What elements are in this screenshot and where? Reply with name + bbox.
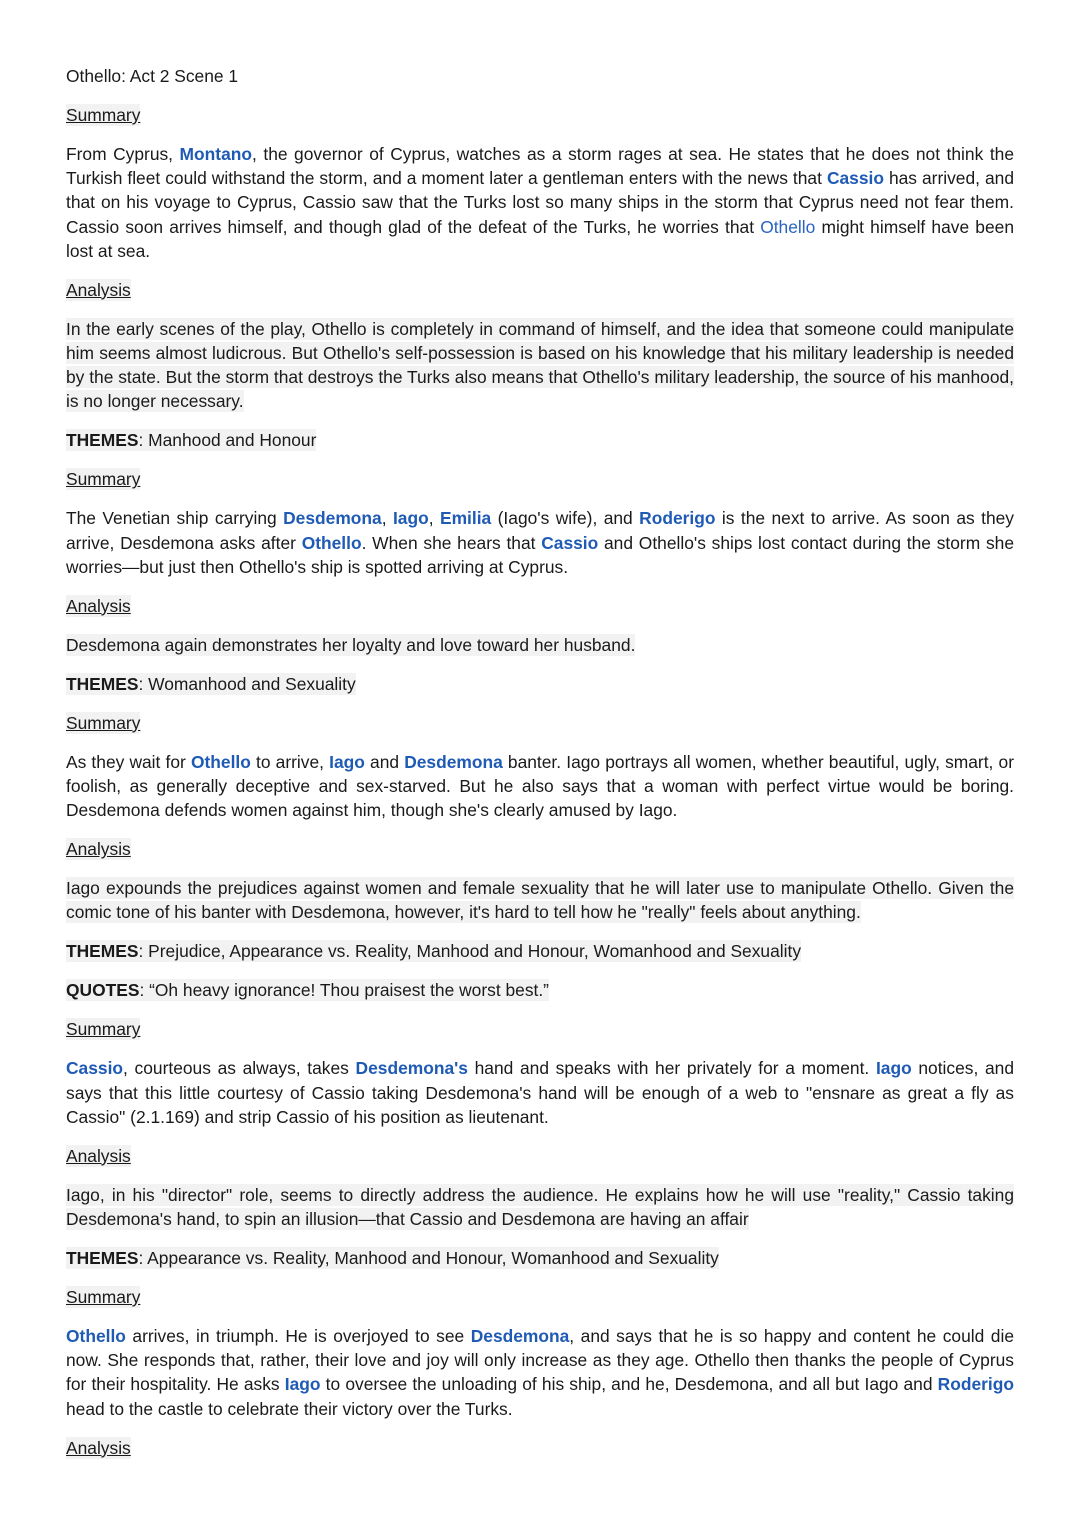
analysis-heading-text: Analysis <box>66 839 131 860</box>
summary-text: banter. Iago portrays all women, whether beautiful, ugly, smart, or foolish, as generally deceptive and sex-starved. But he also says that a woman with perfect virtue would be boring. Desdemona defends women against him, though she's clearly amused by Iago. <box>66 751 1014 821</box>
character-name: Desdemona <box>470 1326 570 1347</box>
analysis-text: In the early scenes of the play, Othello is completely in command of himself, and the idea that someone could manipulate him seems almost ludicrous. But Othello's self-possession is based on his knowledge that his military leadership is needed by the state. But the storm that destroys the Turks also means that Othello's military leadership, the source of his manhood, is no longer necessary. <box>66 318 1014 412</box>
character-name: Othello <box>66 1326 126 1347</box>
summary-heading <box>66 103 1014 127</box>
summary-heading-text: Summary <box>66 469 141 490</box>
themes-text: Appearance vs. Reality, Manhood and Honour, Womanhood and Sexuality <box>143 1248 719 1269</box>
analysis-heading <box>66 1436 1014 1460</box>
character-name: Desdemona <box>404 751 503 772</box>
quotes-colon: : <box>139 980 145 1001</box>
summary-text: is the next to arrive. As soon as they arrive, Desdemona asks after <box>66 508 1014 553</box>
analysis-text: Iago expounds the prejudices against women and female sexuality that he will later use to manipulate Othello. Given the comic tone of his banter with Desdemona, however, it's hard to tell how he "really" feels about anything. <box>66 878 1014 923</box>
summary-text: As they wait for <box>66 751 191 772</box>
summary-paragraph <box>66 1324 1014 1421</box>
summary-text: The Venetian ship carrying <box>66 508 284 529</box>
character-name: Desdemona <box>283 508 382 529</box>
summary-text: , the governor of Cyprus, watches as a storm rages at sea. He states that he does not think the Turkish fleet could withstand the storm, and a moment later a gentleman enters with the news that <box>66 144 1014 189</box>
character-name: Iago <box>875 1058 912 1079</box>
analysis-heading <box>66 594 1014 618</box>
summary-text: , courteous as always, takes <box>123 1058 356 1079</box>
summary-text: hand and speaks with her privately for a moment. <box>467 1058 876 1079</box>
summary-heading <box>66 467 1014 491</box>
summary-text: head to the castle to celebrate their victory over the Turks. <box>66 1398 513 1419</box>
themes-colon: : <box>138 941 144 962</box>
summary-text: arrives, in triumph. He is overjoyed to see <box>125 1326 471 1347</box>
summary-text: notices, and says that this little courtesy of Cassio taking Desdemona's hand will be enough of a web to "ensnare as great a fly as Cassio" (2.1.169) and strip Cassio of his position as lieutenant. <box>66 1058 1014 1127</box>
summary-text: to oversee the unloading of his ship, and he, Desdemona, and all but Iago and <box>320 1374 938 1395</box>
summary-paragraph <box>66 506 1014 579</box>
themes-line <box>66 939 1014 963</box>
themes-label: THEMES <box>66 673 139 694</box>
summary-text: , <box>428 508 440 529</box>
summary-heading <box>66 711 1014 735</box>
quotes-line <box>66 978 1014 1002</box>
summary-text: , <box>381 508 393 529</box>
themes-colon: : <box>138 1248 144 1269</box>
analysis-heading <box>66 1144 1014 1168</box>
summary-text: , and says that he is so happy and content he could die now. She responds that, rather, their love and joy will only increase as they age. Othello then thanks the people of Cyprus for their hospitality. He asks <box>66 1326 1015 1395</box>
analysis-text: Iago, in his "director" role, seems to directly address the audience. He explains how he will use "reality," Cassio taking Desdemona's hand, to spin an illusion—that Cassio and Desdemona are having an affair <box>66 1184 1014 1230</box>
summary-paragraph <box>66 142 1014 263</box>
analysis-heading-text: Analysis <box>66 1145 131 1166</box>
themes-wrap <box>66 940 801 962</box>
sections-container <box>66 103 1014 1460</box>
character-name: Othello <box>190 751 251 772</box>
summary-text: . When she hears that <box>361 532 542 553</box>
analysis-heading-text: Analysis <box>66 279 131 300</box>
themes-wrap <box>66 673 356 695</box>
analysis-paragraph <box>66 876 1014 924</box>
themes-text: Womanhood and Sexuality <box>143 673 356 694</box>
character-name: Desdemona's <box>355 1058 468 1079</box>
character-name: Emilia <box>439 508 492 529</box>
summary-heading-text: Summary <box>66 1287 141 1308</box>
summary-heading <box>66 1017 1014 1041</box>
quotes-wrap <box>66 979 549 1001</box>
analysis-paragraph <box>66 317 1014 414</box>
analysis-heading <box>66 837 1014 861</box>
analysis-heading-text: Analysis <box>66 1437 131 1458</box>
summary-text: might himself have been lost at sea. <box>66 216 1014 261</box>
themes-colon: : <box>138 673 144 694</box>
themes-line <box>66 672 1014 696</box>
character-name: Roderigo <box>937 1374 1014 1395</box>
summary-heading <box>66 1285 1014 1309</box>
analysis-paragraph <box>66 1183 1014 1231</box>
summary-heading-text: Summary <box>66 105 141 125</box>
document-title: Othello: Act 2 Scene 1 <box>66 66 239 86</box>
summary-heading-text: Summary <box>66 712 141 733</box>
themes-line <box>66 1246 1014 1270</box>
themes-text: Prejudice, Appearance vs. Reality, Manhood and Honour, Womanhood and Sexuality <box>143 941 802 962</box>
themes-wrap <box>66 1247 719 1269</box>
themes-colon: : <box>138 430 144 451</box>
summary-text: to arrive, <box>250 751 330 772</box>
themes-label: THEMES <box>66 941 139 962</box>
character-name: Cassio <box>541 532 599 553</box>
analysis-text: Desdemona again demonstrates her loyalty and love toward her husband. <box>66 634 636 655</box>
analysis-heading-text: Analysis <box>66 595 131 616</box>
summary-paragraph <box>66 750 1014 823</box>
summary-paragraph <box>66 1056 1014 1129</box>
character-name: Roderigo <box>639 508 716 529</box>
character-name: Othello <box>760 216 816 237</box>
themes-wrap <box>66 429 316 451</box>
character-name: Cassio <box>826 168 884 189</box>
character-name: Othello <box>301 532 362 553</box>
themes-label: THEMES <box>66 430 139 451</box>
character-name: Iago <box>284 1374 321 1395</box>
character-name: Iago <box>329 751 365 772</box>
quotes-label: QUOTES <box>66 980 140 1001</box>
quotes-text: “Oh heavy ignorance! Thou praisest the worst best.” <box>144 980 549 1001</box>
analysis-heading <box>66 278 1014 302</box>
summary-text: has arrived, and that on his voyage to Cyprus, Cassio saw that the Turks lost so many ships in the storm that Cyprus need not fear them. Cassio soon arrives himself, and though glad of the defeat of the Turks, he worries that <box>66 168 1014 237</box>
analysis-paragraph <box>66 633 1014 657</box>
summary-heading-text: Summary <box>66 1019 141 1040</box>
character-name: Montano <box>179 144 252 164</box>
summary-text: and Othello's ships lost contact during the storm she worries—but just then Othello's ship is spotted arriving at Cyprus. <box>66 532 1014 577</box>
summary-text: From Cyprus, <box>66 144 180 164</box>
themes-label: THEMES <box>66 1248 139 1269</box>
summary-text: (Iago's wife), and <box>491 508 640 529</box>
themes-line <box>66 428 1014 452</box>
character-name: Cassio <box>66 1058 124 1079</box>
character-name: Iago <box>392 508 429 529</box>
summary-text: and <box>364 751 405 772</box>
themes-text: Manhood and Honour <box>143 430 317 451</box>
